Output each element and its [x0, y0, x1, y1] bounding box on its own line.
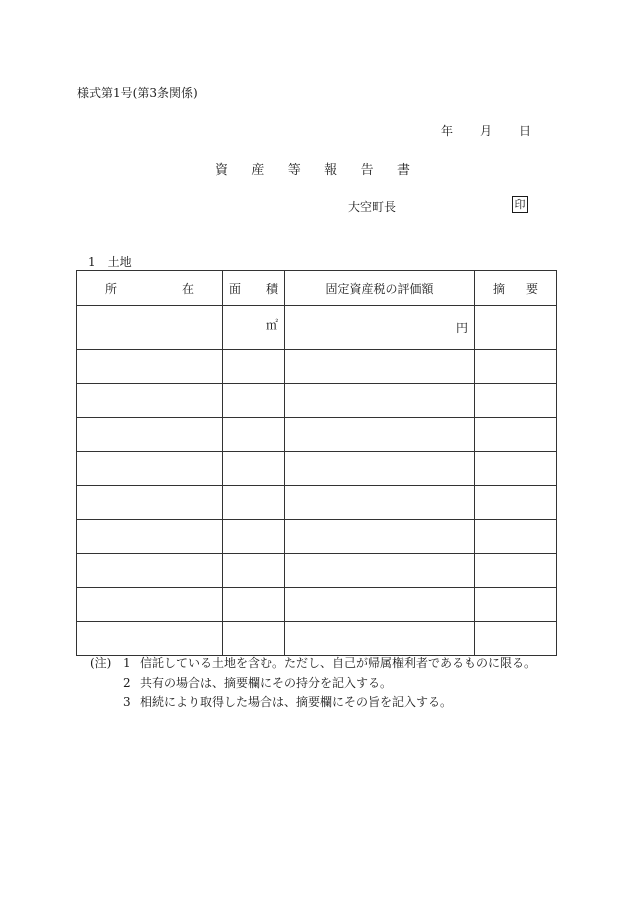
valuation-cell[interactable] [285, 418, 475, 452]
section-number: 1 [88, 255, 96, 269]
header-remarks: 摘 要 [475, 271, 557, 306]
date-line [441, 122, 531, 139]
header-area: 面 積 [223, 271, 285, 306]
area-cell[interactable] [223, 588, 285, 622]
title-char: 等 [287, 163, 301, 178]
note-text: 相続により取得した場合は、摘要欄にその旨を記入する。 [140, 695, 453, 709]
area-cell[interactable] [223, 350, 285, 384]
table-row [77, 384, 557, 418]
section-title: 土地 [107, 255, 132, 269]
valuation-cell[interactable] [285, 384, 475, 418]
addressee: 大空町長 [348, 200, 397, 214]
location-cell[interactable] [77, 384, 223, 418]
remarks-cell[interactable] [475, 418, 557, 452]
table-row [77, 418, 557, 452]
notes [90, 654, 536, 713]
location-cell[interactable] [77, 486, 223, 520]
valuation-cell[interactable] [285, 554, 475, 588]
area-cell[interactable] [223, 384, 285, 418]
land-table [76, 270, 557, 656]
form-number: 様式第1号(第3条関係) [77, 86, 198, 100]
note-item [90, 654, 536, 674]
table-row [77, 306, 557, 350]
section-heading [88, 253, 132, 270]
remarks-cell[interactable] [475, 350, 557, 384]
area-cell[interactable] [223, 622, 285, 656]
title-char: 資 [215, 163, 229, 178]
area-cell[interactable] [223, 418, 285, 452]
title-char: 告 [360, 163, 374, 178]
valuation-cell[interactable] [285, 350, 475, 384]
valuation-unit: 円 [455, 321, 468, 335]
note-text: 信託している土地を含む。ただし、自己が帰属権利者であるものに限る。 [140, 656, 537, 670]
title-char: 書 [396, 163, 410, 178]
area-cell[interactable] [223, 306, 285, 350]
valuation-cell[interactable] [285, 622, 475, 656]
remarks-cell[interactable] [475, 520, 557, 554]
area-cell[interactable] [223, 554, 285, 588]
location-cell[interactable] [77, 350, 223, 384]
table-row [77, 350, 557, 384]
location-cell[interactable] [77, 622, 223, 656]
remarks-cell[interactable] [475, 384, 557, 418]
note-number: 3 [123, 695, 131, 709]
table-header-row [77, 271, 557, 306]
day-label: 日 [518, 124, 531, 138]
title-char: 産 [251, 163, 265, 178]
note-item [90, 693, 536, 713]
location-cell[interactable] [77, 306, 223, 350]
note-text: 共有の場合は、摘要欄にその持分を記入する。 [140, 675, 393, 690]
location-cell[interactable] [77, 520, 223, 554]
location-cell[interactable] [77, 588, 223, 622]
table-row [77, 622, 557, 656]
remarks-cell[interactable] [475, 452, 557, 486]
note-item [90, 674, 536, 694]
valuation-cell[interactable] [285, 588, 475, 622]
valuation-cell[interactable] [285, 306, 475, 350]
valuation-cell[interactable] [285, 452, 475, 486]
area-unit: ㎡ [265, 318, 278, 332]
seal-box: 印 [512, 196, 528, 213]
area-cell[interactable] [223, 520, 285, 554]
note-number: 2 [123, 675, 131, 690]
table-row [77, 486, 557, 520]
remarks-cell[interactable] [475, 486, 557, 520]
table-row [77, 554, 557, 588]
area-cell[interactable] [223, 452, 285, 486]
location-cell[interactable] [77, 418, 223, 452]
document-title [215, 159, 410, 178]
header-valuation: 固定資産税の評価額 [285, 271, 475, 306]
table-row [77, 520, 557, 554]
table-row [77, 452, 557, 486]
valuation-cell[interactable] [285, 486, 475, 520]
year-label: 年 [441, 124, 454, 138]
title-char: 報 [324, 163, 338, 178]
remarks-cell[interactable] [475, 554, 557, 588]
location-cell[interactable] [77, 554, 223, 588]
remarks-cell[interactable] [475, 306, 557, 350]
notes-label: (注) [90, 656, 112, 670]
location-cell[interactable] [77, 452, 223, 486]
header-location: 所 在 [77, 271, 223, 306]
area-cell[interactable] [223, 486, 285, 520]
month-label: 月 [479, 124, 492, 138]
table-row [77, 588, 557, 622]
remarks-cell[interactable] [475, 588, 557, 622]
remarks-cell[interactable] [475, 622, 557, 656]
note-number: 1 [123, 656, 131, 670]
valuation-cell[interactable] [285, 520, 475, 554]
